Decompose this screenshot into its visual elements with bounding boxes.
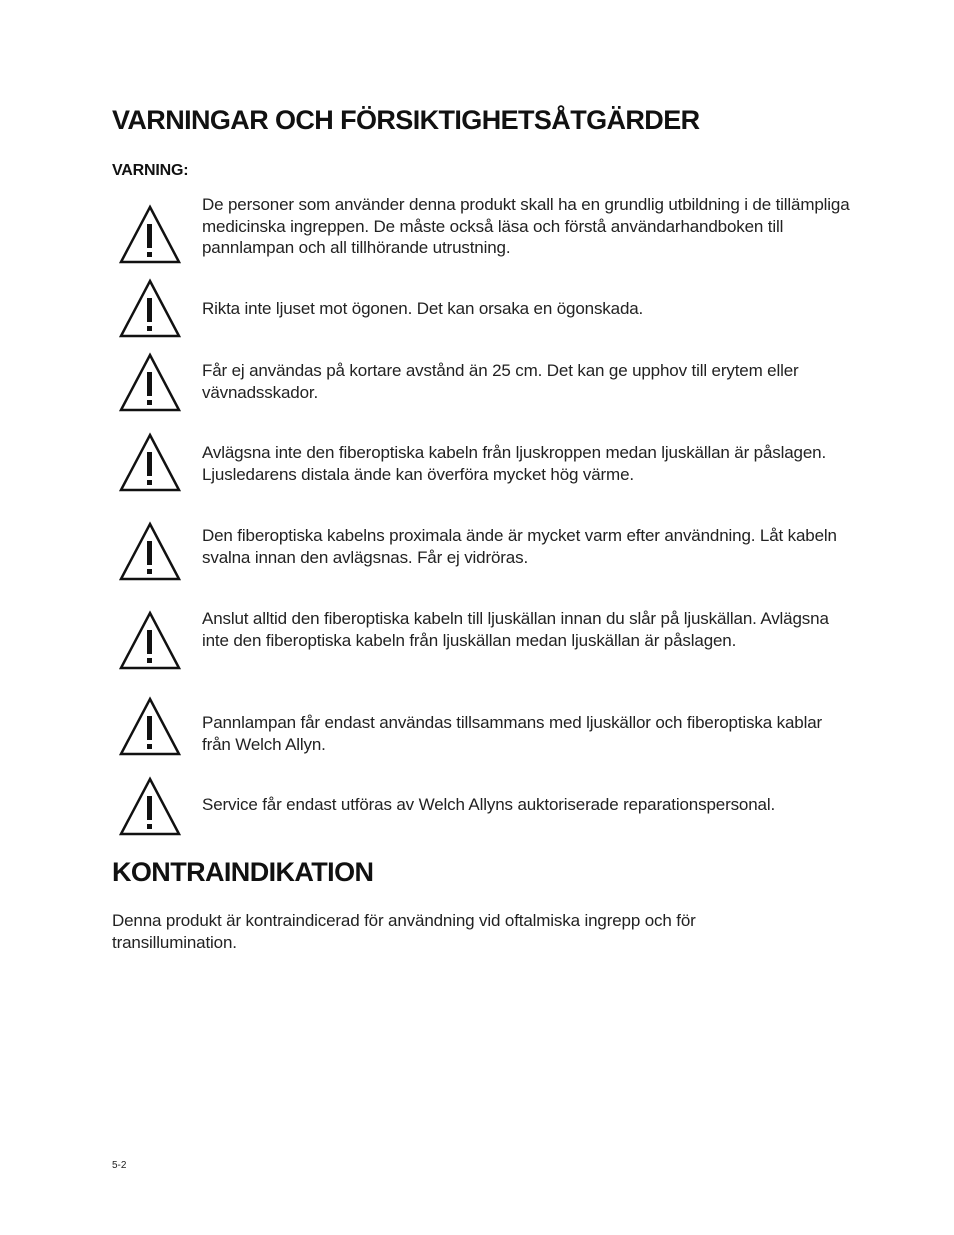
warning-text: Pannlampan får endast användas tillsammans med ljuskällor och fiberoptiska kablar från Welch Allyn. (202, 713, 823, 754)
section-heading-warnings: VARNINGAR OCH FÖRSIKTIGHETSÅTGÄRDER (112, 105, 700, 135)
page-number: 5-2 (112, 1160, 127, 1171)
warning-text: Den fiberoptiska kabelns proximala ände är mycket varm efter användning. Låt kabeln svalna innan den avlägsnas. Får ej vidröras. (202, 526, 837, 567)
warning-label: VARNING: (112, 162, 189, 179)
section-heading-contraindication: KONTRAINDIKATION (112, 857, 374, 887)
warning-text: Rikta inte ljuset mot ögonen. Det kan orsaka en ögonskada. (202, 299, 644, 318)
warning-triangle-icon (118, 776, 182, 836)
warning-triangle-icon (118, 696, 182, 756)
warning-triangle-icon (118, 432, 182, 492)
warning-triangle-icon (118, 610, 182, 670)
contraindication-text: Denna produkt är kontraindicerad för användning vid oftalmiska ingrepp och för transillumination. (112, 911, 696, 952)
warning-triangle-icon (118, 521, 182, 581)
warning-text: Service får endast utföras av Welch Allyns auktoriserade reparationspersonal. (202, 795, 776, 814)
warning-triangle-icon (118, 204, 182, 264)
warning-text: De personer som använder denna produkt skall ha en grundlig utbildning i de tillämpliga medicinska ingreppen. De måste också läsa och förstå användarhandboken till pannlampan och all tillhörande utrustning. (202, 195, 850, 257)
warning-triangle-icon (118, 278, 182, 338)
warning-text: Avlägsna inte den fiberoptiska kabeln från ljuskroppen medan ljuskällan är påslagen. Ljusledarens distala ände kan överföra mycket hög värme. (202, 443, 827, 484)
warning-text: Får ej användas på kortare avstånd än 25 cm. Det kan ge upphov till erytem eller vävnadsskador. (202, 361, 799, 402)
warning-triangle-icon (118, 352, 182, 412)
warning-text: Anslut alltid den fiberoptiska kabeln till ljuskällan innan du slår på ljuskällan. Avlägsna inte den fiberoptiska kabeln från ljuskällan medan ljuskällan är påslagen. (202, 609, 829, 650)
